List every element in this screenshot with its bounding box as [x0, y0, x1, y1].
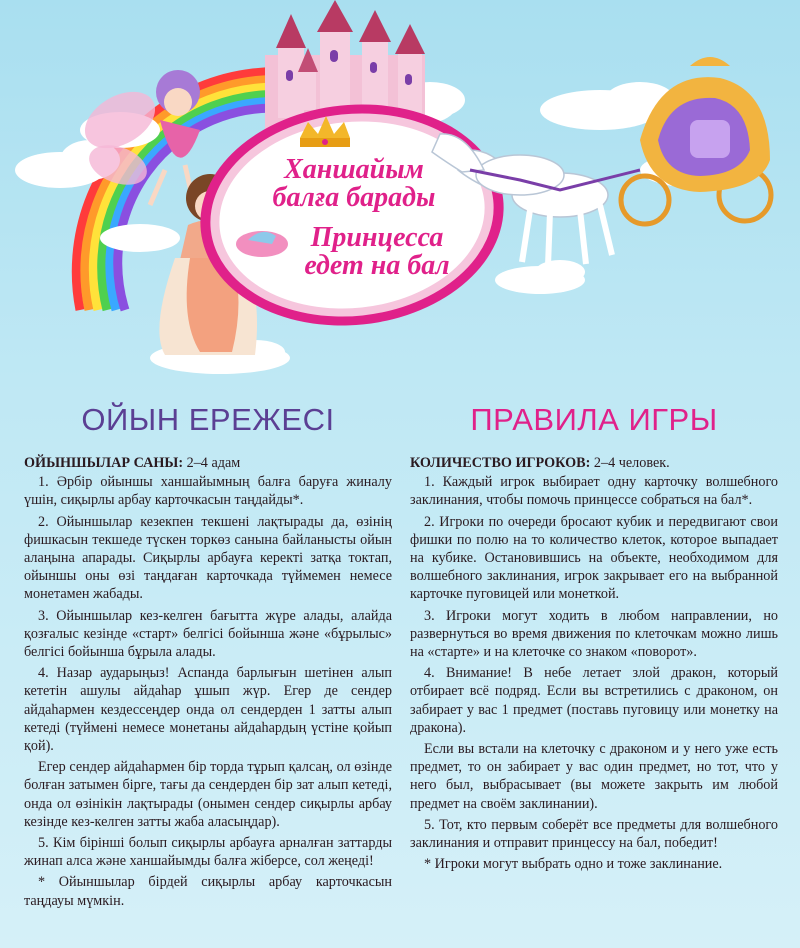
rule-paragraph: Егер сендер айдаһармен бір торда тұрып қалсаң, ол өзінде болған затымен бірге, тағы да сендерден бір зат алып кетеді, онда ол өзінікін лақтырады (онымен сендер сиқырлы арбау кезінде кез-келген затты жаба аласыңдар). — [24, 759, 392, 830]
rule-paragraph: 3. Ойыншылар кез-келген бағытта жүре алады, алайда қозғалыс кезінде «старт» белгісі бойынша және «бұрылыс» белгісі бойынша бұрыла алады. — [24, 607, 392, 661]
rules-russian-column — [410, 400, 778, 876]
rules-text-kz — [24, 454, 392, 910]
rule-paragraph: 2. Ойыншылар кезекпен текшені лақтырады да, өзінің фишкасын текшеде түскен торкөз санына байланысты ойын алаңына апарады. Сиқырлы арбауға керекті затқа токтап, ойыншы оны өзі таңдаған карточкада түймемен немесе монетамен жабады. — [24, 513, 392, 603]
title-russian — [272, 224, 482, 280]
players-count-kz — [24, 454, 392, 472]
rules-heading-kz: ОЙЫН ЕРЕЖЕСІ — [81, 402, 335, 437]
rule-paragraph: 1. Каждый игрок выбирает одну карточку волшебного заклинания, чтобы помочь принцессе собраться на бал*. — [410, 474, 778, 509]
rule-paragraph: 4. Внимание! В небе летает злой дракон, который отбирает всё подряд. Если вы встретились с драконом, он забирает у вас 1 предмет (поставь пуговицу или монетку на дракона). — [410, 665, 778, 736]
rule-paragraph: 3. Игроки могут ходить в любом направлении, но развернуться во время движения по клеточкам можно лишь на «старте» и на клеточке со знаком «поворот». — [410, 607, 778, 661]
players-count-ru — [410, 454, 778, 472]
rule-paragraph: 4. Назар аударыңыз! Аспанда барлығын шетінен алып кететін ашулы айдаһар ұшып жүр. Егер де сендер айдаһармен кездессеңдер онда ол сендерден 1 затты алып кетеді (түймені немесе монетаны айдаһардың үстіне қойып қой). — [24, 665, 392, 755]
rules-heading-ru: ПРАВИЛА ИГРЫ — [470, 402, 718, 437]
rule-paragraph: 5. Кім бірінші болып сиқырлы арбауға арналған заттарды жинап алса және ханшайымды балға жіберсе, сол жеңеді! — [24, 835, 392, 870]
title-frame-text — [232, 120, 476, 300]
rule-footnote: * Ойыншылар бірдей сиқырлы арбау карточкасын таңдауы мүмкін. — [24, 874, 392, 909]
hero-illustration — [0, 0, 800, 390]
title-ru-line2: едет на бал — [304, 250, 450, 281]
players-value-ru: 2–4 человек. — [590, 455, 670, 471]
title-kz-line1: Ханшайым — [284, 154, 424, 185]
rule-paragraph: 2. Игроки по очереди бросают кубик и передвигают свои фишки по полю на то количество клеток, которое выпадает на кубике. Остановившись на объекте, необходимом для волшебного заклинания, игрок закрывает его на выбранной карточке пуговицей или монеткой. — [410, 513, 778, 603]
rule-paragraph: 1. Әрбір ойыншы ханшайымның балға баруға жиналу үшін, сиқырлы арбау карточкасын таңдайды*. — [24, 474, 392, 509]
title-ru-line1: Принцесса — [310, 222, 444, 253]
rules-text-ru — [410, 454, 778, 873]
rules-kazakh-column — [24, 400, 392, 913]
rule-footnote: * Игроки могут выбрать одно и тоже заклинание. — [424, 856, 723, 873]
players-label-kz: ОЙЫНШЫЛАР САНЫ: — [24, 455, 184, 471]
rule-paragraph: 5. Тот, кто первым соберёт все предметы для волшебного заклинания и отправит принцессу на бал, победит! — [410, 816, 778, 852]
title-kazakh — [232, 156, 476, 212]
rule-paragraph: Если вы встали на клеточку с драконом и у него уже есть предмет, то он забирает у вас один предмет, но тот, что у него был, выбрасывает (вы можете закрыть им любой предмет на своём заклинании). — [410, 741, 778, 812]
carriage-icon — [621, 57, 771, 224]
players-label-ru: КОЛИЧЕСТВО ИГРОКОВ: — [410, 455, 591, 471]
title-kz-line2: балға барады — [272, 182, 436, 213]
players-value-kz: 2–4 адам — [183, 455, 241, 471]
